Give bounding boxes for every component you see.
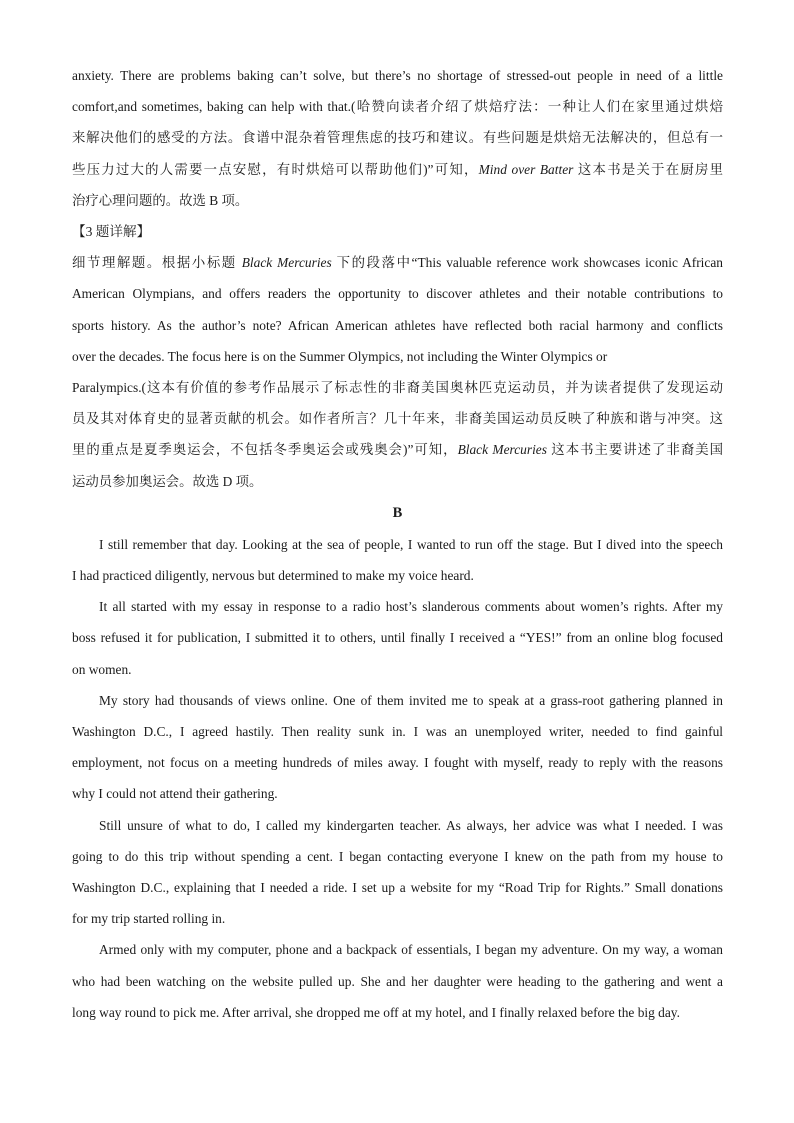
text-line: boss refused it for publication, I submitted it to others, until finally I received a “YES!” from an online blog focused xyxy=(72,630,723,646)
paragraph xyxy=(72,529,723,591)
text-line xyxy=(72,434,723,465)
text-line: anxiety. There are problems baking can’t solve, but there’s no shortage of stressed-out people in need of a little xyxy=(72,68,723,83)
text-line: 员及其对体育史的显著贡献的机会。如作者所言？几十年来，非裔美国运动员反映了种族和谐与冲突。这 xyxy=(72,411,723,427)
text-line: 运动员参加奥运会。故选 D 项。 xyxy=(72,473,263,489)
text-line: Washington D.C., I agreed hastily. Then reality sunk in. I was an unemployed writer, needed to find gainful xyxy=(72,724,723,740)
text-line: over the decades. The focus here is on the Summer Olympics, not including the Winter Olympics or xyxy=(72,348,608,364)
book-title: Mind over Batter xyxy=(478,161,574,177)
paragraph xyxy=(72,591,723,685)
book-title: Black Mercuries xyxy=(241,255,332,271)
text-line: sports history. As the author’s note? African American athletes have reflected both racial harmony and conflicts xyxy=(72,317,723,333)
text-line: who had been watching on the website pulled up. She and her daughter were heading to the gathering and went a xyxy=(72,973,723,989)
text-line: Paralympics.(这本有价值的参考作品展示了标志性的非裔美国奥林匹克运动员，并为读者提供了发现运动 xyxy=(72,380,723,396)
book-title: Black Mercuries xyxy=(457,442,547,458)
section-heading: B xyxy=(392,504,403,521)
text-line: 来解决他们的感受的方法。食谱中混杂着管理焦虑的技巧和建议。有些问题是烘焙无法解决的，但总有一 xyxy=(72,130,723,146)
text-run: 这本书主要讲述了非裔美国 xyxy=(546,442,723,458)
section-b xyxy=(72,497,723,1028)
text-line: long way round to pick me. After arrival, she dropped me off at my hotel, and I finally relaxed before the big day. xyxy=(72,1004,680,1020)
text-run: 些压力过大的人需要一点安慰，有时烘焙可以帮助他们)”可知， xyxy=(72,161,479,177)
paragraph xyxy=(72,685,723,810)
text-run: 这本书是关于在厨房里 xyxy=(573,161,723,177)
text-line: why I could not attend their gathering. xyxy=(72,786,278,802)
text-line xyxy=(72,154,723,185)
paragraph xyxy=(72,934,723,1028)
question-3-explanation xyxy=(72,216,723,497)
text-line xyxy=(72,247,723,278)
question-heading: 【3 题详解】 xyxy=(72,224,151,240)
text-line: Washington D.C., explaining that I needed a ride. I set up a website for my “Road Trip for Rights.” Small donations xyxy=(72,880,723,896)
text-line: employment, not focus on a meeting hundreds of miles away. I fought with myself, ready to reply with the reasons xyxy=(72,755,723,771)
text-line: My story had thousands of views online. One of them invited me to speak at a grass-root gathering planned in xyxy=(99,692,723,708)
text-line: going to do this trip without spending a cent. I began contacting everyone I knew on the path from my house to xyxy=(72,848,723,864)
text-run: 里的重点是夏季奥运会，不包括冬季奥运会或残奥会)”可知， xyxy=(72,442,458,458)
paragraph xyxy=(72,810,723,935)
part-a-explanation xyxy=(72,60,723,216)
text-line: for my trip started rolling in. xyxy=(72,911,226,927)
text-line: 治疗心理问题的。故选 B 项。 xyxy=(72,192,249,208)
text-line: American Olympians, and offers readers the opportunity to discover athletes and their notable contributions to xyxy=(72,286,723,302)
text-line: Armed only with my computer, phone and a backpack of essentials, I began my adventure. On my way, a woman xyxy=(99,942,723,958)
text-run: 细节理解题。根据小标题 xyxy=(72,255,242,271)
text-line: I had practiced diligently, nervous but determined to make my voice heard. xyxy=(72,568,474,584)
text-line: I still remember that day. Looking at the sea of people, I wanted to run off the stage. But I dived into the speech xyxy=(99,536,723,552)
text-line: It all started with my essay in response to a radio host’s slanderous comments about women’s rights. After my xyxy=(99,599,723,615)
text-line: Still unsure of what to do, I called my kindergarten teacher. As always, her advice was what I needed. I was xyxy=(99,817,723,833)
text-run: 下的段落中“This valuable reference work showcases iconic African xyxy=(331,255,723,271)
text-line: on women. xyxy=(72,661,132,677)
text-line: comfort,and sometimes, baking can help with that.(哈赞向读者介绍了烘焙疗法：一种让人们在家里通过烘焙 xyxy=(72,99,723,115)
document-page xyxy=(72,60,723,1028)
